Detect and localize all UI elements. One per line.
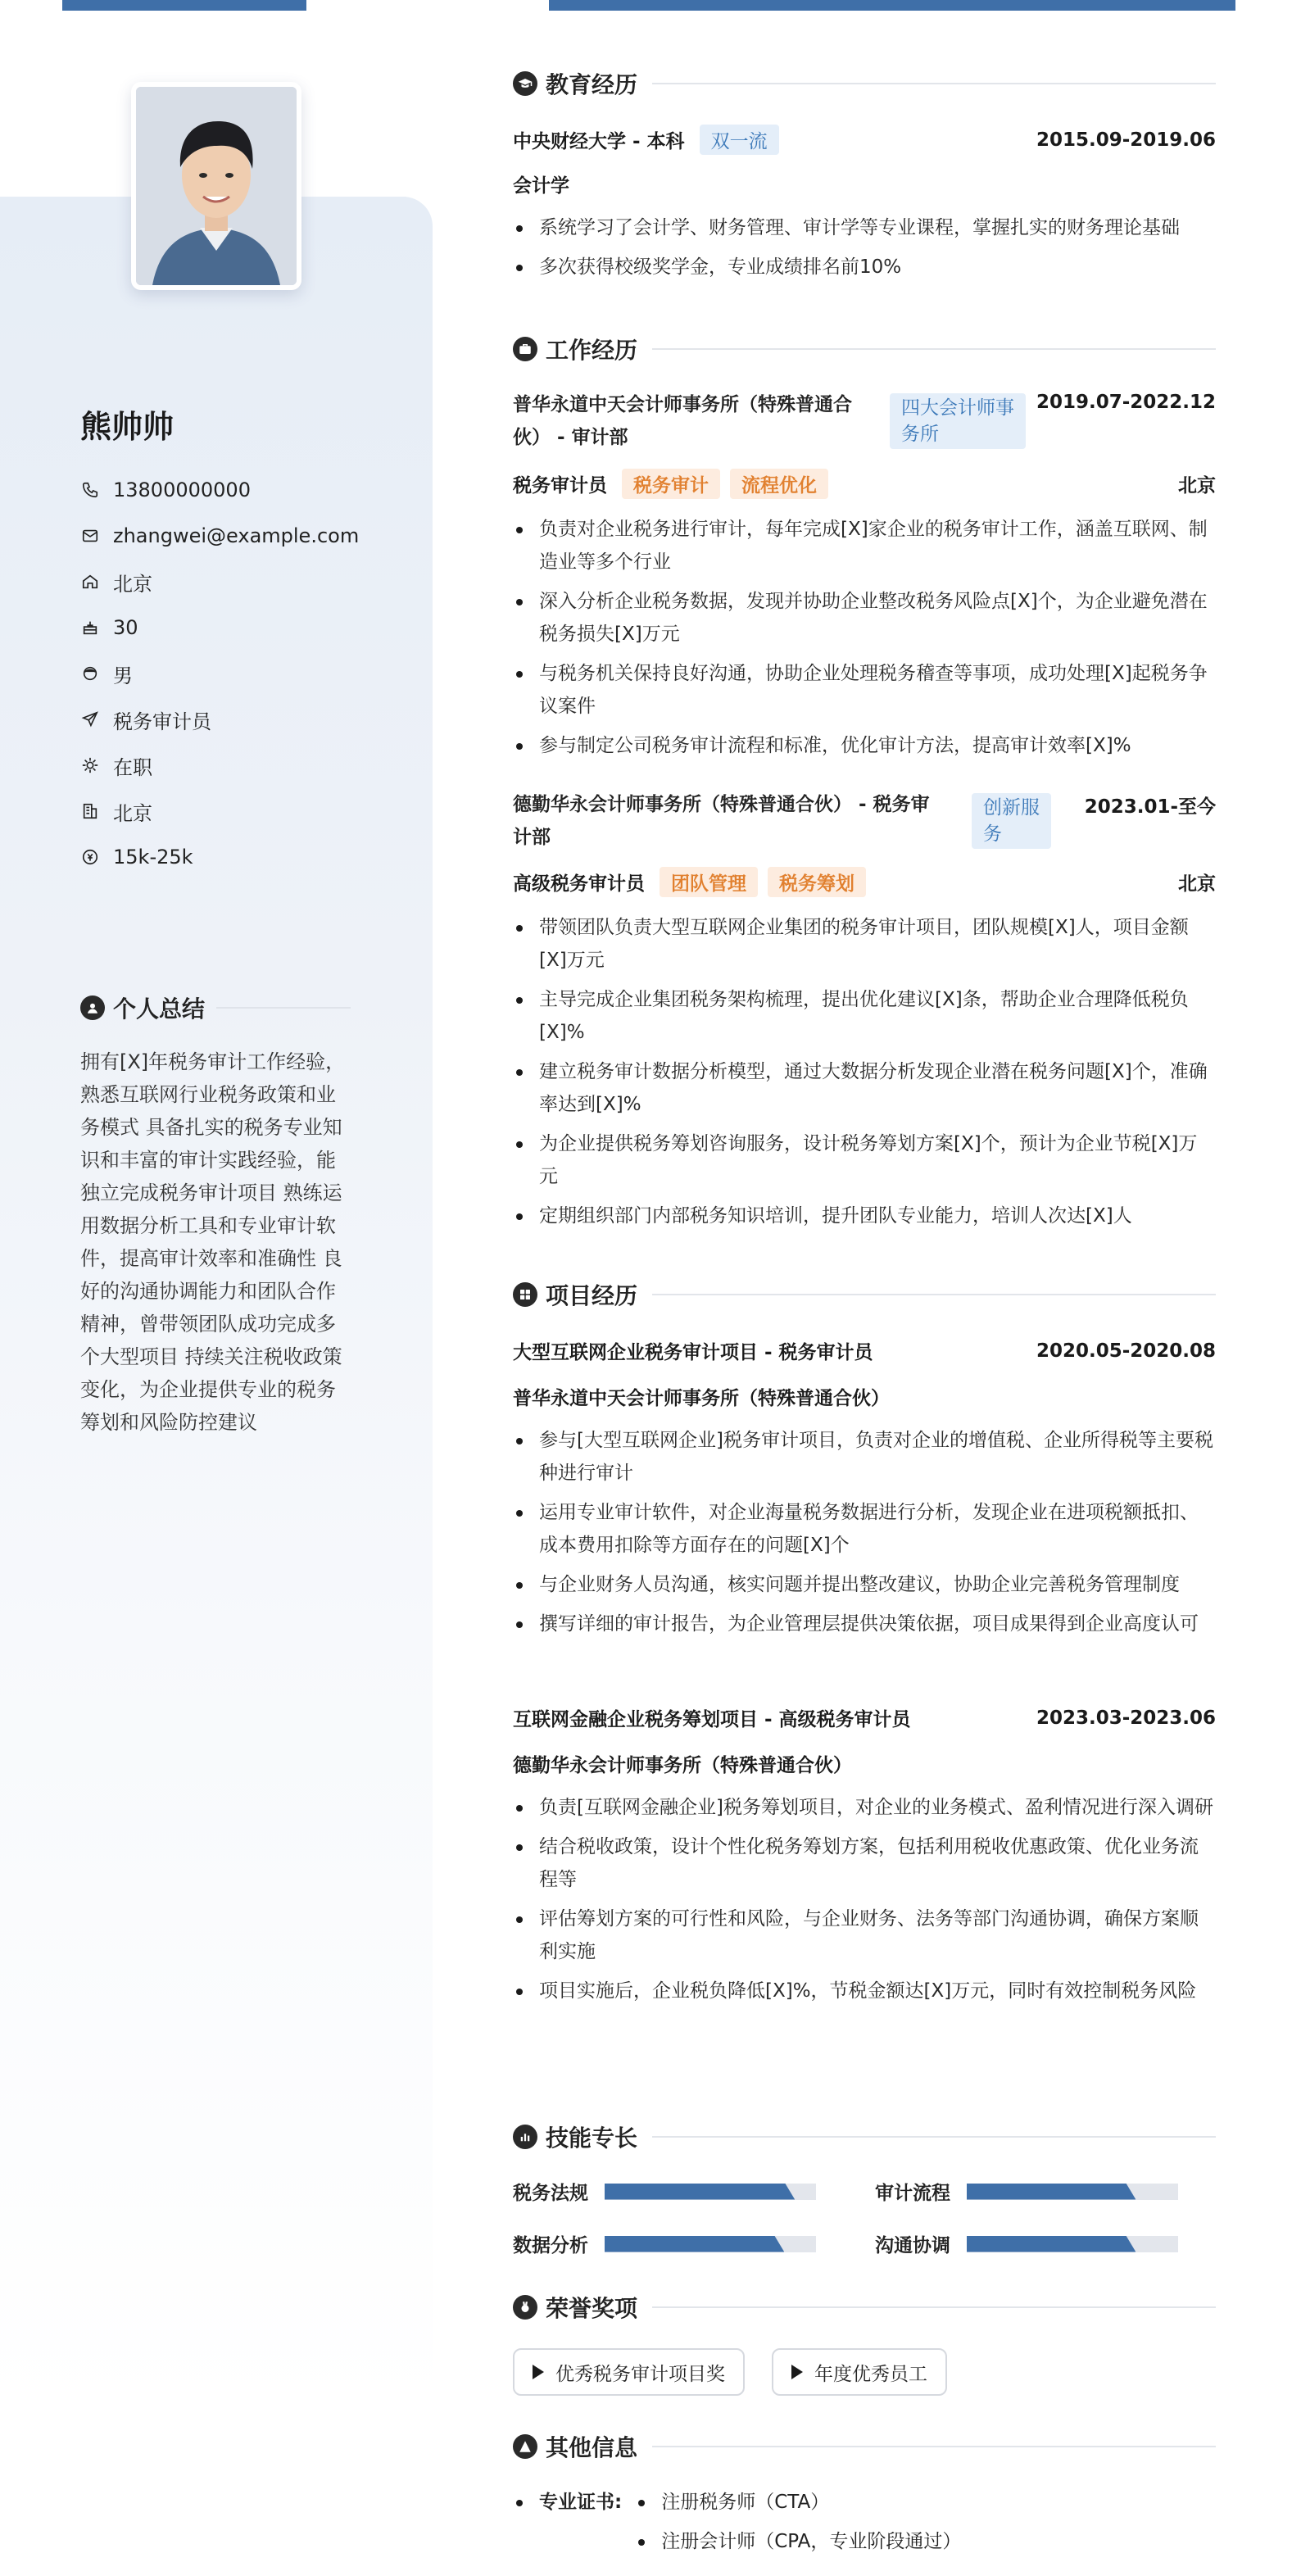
cert-text: 注册税务师（CTA） — [661, 2492, 830, 2513]
play-icon — [791, 2365, 803, 2379]
skill-communication — [875, 2230, 1178, 2257]
skill-data-analysis — [513, 2230, 816, 2257]
cake-icon — [80, 618, 100, 637]
list-item: 参与制定公司税务审计流程和标准，优化审计方法，提高审计效率[X]% — [513, 729, 1216, 762]
info-location — [80, 559, 359, 605]
phone-text: 13800000000 — [113, 478, 251, 501]
summary-title: 个人总结 — [113, 995, 206, 1023]
city-text: 北京 — [113, 801, 152, 825]
list-item: 深入分析企业税务数据，发现并协助企业整改税务风险点[X]个，为企业避免潜在税务损失[X]万元 — [513, 585, 1216, 651]
info-badge-icon — [513, 2434, 537, 2459]
info-gender — [80, 651, 359, 696]
skill-tax-law — [513, 2178, 816, 2205]
job1-company-line2: 伙） - 审计部 — [513, 427, 628, 448]
job1-tag — [890, 393, 1026, 449]
awards-divider — [652, 2306, 1216, 2308]
skill-bar — [967, 2236, 1178, 2252]
play-icon — [533, 2365, 544, 2379]
work-title: 工作经历 — [546, 337, 638, 364]
info-phone — [80, 467, 359, 513]
top-accent-bar-left — [62, 0, 306, 11]
skill-bar-fill — [605, 2184, 795, 2200]
certificates-block — [513, 2486, 961, 2558]
summary-header — [80, 991, 351, 1024]
projects-header — [513, 1278, 1216, 1311]
skill-label: 税务法规 — [513, 2183, 588, 2204]
user-icon — [80, 995, 105, 1020]
job1-tag-line2: 务所 — [901, 424, 939, 445]
award-item — [772, 2348, 947, 2396]
info-status — [80, 742, 359, 788]
project2-date: 2023.03-2023.06 — [1036, 1707, 1216, 1729]
gender-text: 男 — [113, 664, 133, 687]
school-tag: 双一流 — [700, 125, 779, 155]
top-accent-bar-right — [549, 0, 1235, 11]
skill-bar — [967, 2184, 1178, 2200]
awards-title: 荣誉奖项 — [546, 2295, 638, 2322]
gender-icon — [80, 664, 100, 683]
candidate-name: 熊帅帅 — [80, 409, 175, 445]
skills-divider — [652, 2136, 1216, 2138]
bullet-dot — [638, 2539, 645, 2546]
job1-role: 税务审计员 — [513, 475, 607, 497]
money-icon — [80, 847, 100, 867]
cert-label: 专业证书: — [539, 2492, 623, 2513]
list-item: 多次获得校级奖学金，专业成绩排名前10% — [513, 251, 1216, 283]
list-item: 定期组织部门内部税务知识培训，提升团队专业能力，培训人次达[X]人 — [513, 1200, 1216, 1232]
bar-chart-icon — [513, 2125, 537, 2149]
school-name: 中央财经大学 - 本科 — [513, 131, 685, 152]
job1-date: 2019.07-2022.12 — [1036, 392, 1216, 413]
grid-icon — [513, 1282, 537, 1307]
projects-divider — [652, 1294, 1216, 1295]
awards-header — [513, 2291, 1216, 2324]
job2-tag-line2: 务 — [983, 823, 1002, 845]
skill-audit-process — [875, 2178, 1178, 2205]
cert-list — [635, 2486, 961, 2558]
list-item: 运用专业审计软件，对企业海量税务数据进行分析，发现企业在进项税额抵扣、成本费用扣除等方面存在的问题[X]个 — [513, 1496, 1216, 1562]
project2-bullets — [513, 1791, 1216, 2014]
job2-tag-planning: 税务筹划 — [768, 867, 866, 897]
list-item: 带领团队负责大型互联网企业集团的税务审计项目，团队规模[X]人，项目金额[X]万元 — [513, 911, 1216, 977]
skill-label: 数据分析 — [513, 2235, 588, 2256]
list-item: 负责对企业税务进行审计，每年完成[X]家企业的税务审计工作，涵盖互联网、制造业等多个行业 — [513, 513, 1216, 578]
skill-bar-fill — [605, 2236, 784, 2252]
education-divider — [652, 83, 1216, 84]
skill-bar — [605, 2184, 816, 2200]
skill-label: 审计流程 — [875, 2183, 950, 2204]
education-major-row — [513, 170, 1216, 197]
cert-label-wrap — [513, 2486, 622, 2558]
education-major: 会计学 — [513, 175, 569, 197]
cert-text: 注册会计师（CPA，专业阶段通过） — [661, 2531, 962, 2552]
list-item: 负责[互联网金融企业]税务筹划项目，对企业的业务模式、盈利情况进行深入调研 — [513, 1791, 1216, 1824]
project1-bullets — [513, 1424, 1216, 1647]
job1-company-line1: 普华永道中天会计师事务所（特殊普通合 — [513, 394, 852, 415]
job2-company-line1: 德勤华永会计师事务所（特殊普通合伙） - 税务审 — [513, 794, 930, 815]
project2-name: 互联网金融企业税务筹划项目 - 高级税务审计员 — [513, 1709, 911, 1730]
skill-bar-fill — [967, 2236, 1136, 2252]
project2-row — [513, 1704, 1216, 1731]
send-icon — [80, 710, 100, 729]
list-item: 项目实施后，企业税负降低[X]%，节税金额达[X]万元，同时有效控制税务风险 — [513, 1975, 1216, 2007]
project1-org-row — [513, 1383, 1216, 1410]
info-salary — [80, 834, 359, 880]
other-header — [513, 2430, 1216, 2463]
status-text: 在职 — [113, 755, 152, 779]
project1-org: 普华永道中天会计师事务所（特殊普通合伙） — [513, 1388, 890, 1409]
job1-tag-process: 流程优化 — [730, 469, 828, 499]
skill-label: 沟通协调 — [875, 2235, 950, 2256]
list-item: 评估筹划方案的可行性和风险，与企业财务、法务等部门沟通协调，确保方案顺利实施 — [513, 1903, 1216, 1968]
salary-text: 15k-25k — [113, 846, 193, 868]
other-divider — [652, 2446, 1216, 2447]
phone-icon — [80, 480, 100, 500]
bullet-dot — [516, 2500, 523, 2506]
contact-info-list — [80, 467, 359, 880]
list-item: 参与[大型互联网企业]税务审计项目，负责对企业的增值税、企业所得税等主要税种进行审计 — [513, 1424, 1216, 1490]
award-label: 年度优秀员工 — [814, 2363, 927, 2385]
other-title: 其他信息 — [546, 2434, 638, 2461]
project1-row — [513, 1337, 1216, 1364]
job1-city: 北京 — [1178, 475, 1216, 497]
job1-tag-audit: 税务审计 — [622, 469, 720, 499]
job2-bullets — [513, 911, 1216, 1239]
job2-city: 北京 — [1178, 873, 1216, 895]
work-divider — [652, 348, 1216, 350]
list-item: 系统学习了会计学、财务管理、审计学等专业课程，掌握扎实的财务理论基础 — [513, 211, 1216, 244]
job2-tag — [972, 793, 1051, 849]
bullet-dot — [638, 2500, 645, 2506]
job2-company — [513, 788, 972, 854]
skills-header — [513, 2120, 1216, 2153]
mail-icon — [80, 526, 100, 546]
list-item: 主导完成企业集团税务架构梳理，提出优化建议[X]条，帮助企业合理降低税负[X]% — [513, 983, 1216, 1049]
job1-company — [513, 388, 890, 454]
skills-title: 技能专长 — [546, 2125, 638, 2152]
building-icon — [80, 801, 100, 821]
job2-date: 2023.01-至今 — [1084, 796, 1216, 818]
list-item: 结合税收政策，设计个性化税务筹划方案，包括利用税收优惠政策、优化业务流程等 — [513, 1830, 1216, 1896]
list-item — [635, 2525, 961, 2558]
education-header — [513, 67, 1216, 100]
position-text: 税务审计员 — [113, 710, 211, 733]
briefcase-icon — [513, 337, 537, 361]
job1-bullets — [513, 513, 1216, 769]
job1-tag-line1: 四大会计师事 — [901, 397, 1014, 419]
graduation-cap-icon — [513, 71, 537, 96]
medal-icon — [513, 2295, 537, 2320]
skill-bar-fill — [967, 2184, 1136, 2200]
job1-role-row — [513, 469, 1216, 499]
projects-title: 项目经历 — [546, 1282, 638, 1309]
info-age — [80, 605, 359, 651]
education-date: 2015.09-2019.06 — [1036, 129, 1216, 151]
education-title: 教育经历 — [546, 71, 638, 98]
profile-photo — [131, 82, 301, 290]
education-row — [513, 125, 1216, 155]
location-text: 北京 — [113, 572, 152, 596]
job2-role-row — [513, 867, 1216, 897]
skill-bar — [605, 2236, 816, 2252]
project2-org: 德勤华永会计师事务所（特殊普通合伙） — [513, 1755, 852, 1776]
work-header — [513, 333, 1216, 365]
list-item: 撰写详细的审计报告，为企业管理层提供决策依据，项目成果得到企业高度认可 — [513, 1608, 1216, 1640]
email-text: zhangwei@example.com — [113, 524, 360, 547]
list-item: 建立税务审计数据分析模型，通过大数据分析发现企业潜在税务问题[X]个，准确率达到[X]% — [513, 1055, 1216, 1121]
project1-date: 2020.05-2020.08 — [1036, 1340, 1216, 1362]
project1-name: 大型互联网企业税务审计项目 - 税务审计员 — [513, 1342, 873, 1363]
list-item — [635, 2486, 961, 2519]
job2-company-line2: 计部 — [513, 827, 551, 848]
job2-tag-line1: 创新服 — [983, 797, 1040, 819]
info-email — [80, 513, 359, 559]
age-text: 30 — [113, 616, 138, 639]
award-label: 优秀税务审计项目奖 — [555, 2363, 725, 2385]
info-position — [80, 696, 359, 742]
info-city — [80, 788, 359, 834]
list-item: 与企业财务人员沟通，核实问题并提出整改建议，协助企业完善税务管理制度 — [513, 1568, 1216, 1601]
education-bullets — [513, 211, 1216, 290]
summary-text: 拥有[X]年税务审计工作经验，熟悉互联网行业税务政策和业务模式 具备扎实的税务专业知识和丰富的审计实践经验，能独立完成税务审计项目 熟练运用数据分析工具和专业审计软件，提高审计效率和准确性 良好的沟通协调能力和团队合作精神，曾带领团队成功完成多个大型项目 持续关注税收政策变化，为企业提供专业的税务筹划和风险防控建议 — [80, 1050, 346, 1434]
award-item — [513, 2348, 745, 2396]
avatar-portrait — [136, 87, 297, 285]
list-item: 为企业提供税务筹划咨询服务，设计税务筹划方案[X]个，预计为企业节税[X]万元 — [513, 1127, 1216, 1193]
summary-divider — [216, 1007, 351, 1009]
job2-role: 高级税务审计员 — [513, 873, 645, 895]
list-item: 与税务机关保持良好沟通，协助企业处理税务稽查等事项，成功处理[X]起税务争议案件 — [513, 657, 1216, 723]
home-icon — [80, 572, 100, 592]
job2-tag-team: 团队管理 — [660, 867, 758, 897]
project2-org-row — [513, 1750, 1216, 1777]
status-icon — [80, 755, 100, 775]
